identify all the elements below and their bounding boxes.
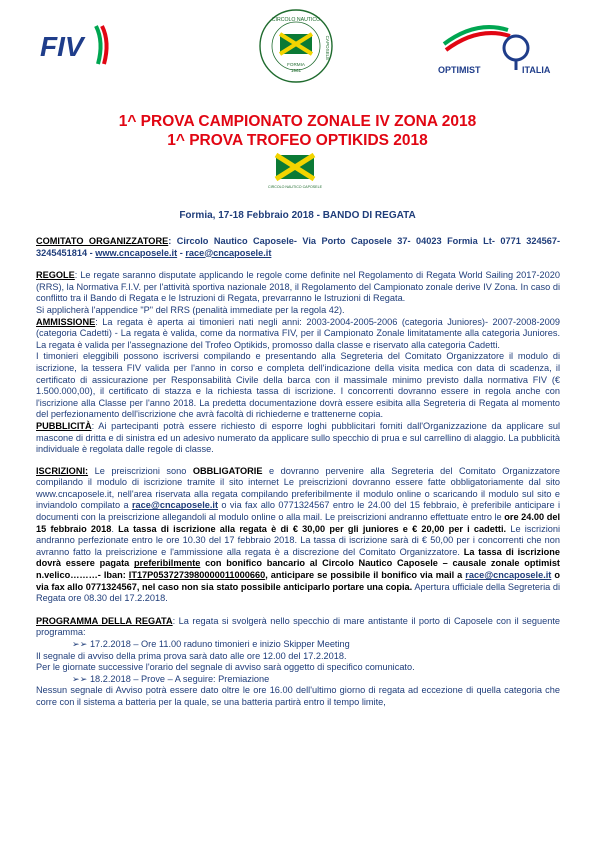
payment-text-3: , anticipare se possibile il bonifico via mail a [265, 570, 466, 581]
programma-text: : La regata si svolgerà nello specchio di mare antistante il porto di Caposele con il seguente programma: [36, 615, 560, 638]
regole-appendix-line: Si applicherà l'appendice "P" del RRS (penalità immediate per la regola 42). [36, 304, 345, 315]
comitato-sep: - [177, 247, 186, 258]
iscrizioni-paragraph [36, 466, 560, 605]
payment-text-1: La tassa di iscrizione dovrà essere pagata [36, 546, 560, 569]
entry-fee-text: La tassa di iscrizione alla regata è di € 30,00 per gli juniores e € 20,00 per i cadetti. [118, 523, 507, 534]
payment-preferably: preferibilmente [134, 558, 201, 569]
ammissione-text: : La regata è aperta ai timonieri nati negli anni: 2003-2004-2005-2006 (categoria Juniores)- 2007-2008-2009 (categoria Cadetti) - La regata è valida, come da normativa FIV, per il Campionato Zonale limitatamente alla categoria Juniores. La regata è valida per l'assegnazione del Trofeo Optikids, promosso dalla classe e riservato alla categoria Cadetti. [36, 316, 560, 350]
preiscrizione-deadline: ore 24.00 del 15 febbraio 2018 [36, 512, 561, 534]
website-link[interactable]: www.cncaposele.it [95, 247, 178, 258]
programma-paragraph [36, 616, 560, 639]
document-body [36, 236, 560, 709]
regole-paragraph [36, 270, 560, 305]
iscrizioni-text-3: o via fax allo 0771324567 entro le 24.00 del 15 febbraio, è preferibile anticipare i documenti con la preiscrizione allegandoli al modulo online o alla mail. Le preiscrizioni andranno effettuate entro le [36, 500, 560, 523]
iban-value: IT17P0537273980000011000660 [128, 570, 266, 581]
programma-line-3: Nessun segnale di Avviso potrà essere dato oltre le ore 16.00 dell'ultimo giorno di regata ad eccezione di quella categoria che corre con il sistema a batteria per la quale, se una batteria partirà entro il tempo limite, [36, 685, 560, 707]
ammissione-paragraph [36, 317, 560, 352]
payment-text-2: con bonifico bancario al Circolo Nautico Caposele – causale zonale optimist n.velico………- Iban: [36, 558, 560, 581]
optimist-italia-logo [436, 18, 551, 76]
title-line-2: 1^ PROVA TROFEO OPTIKIDS 2018 [167, 132, 428, 149]
programma-line-2: Per le giornate successive l'orario del segnale di avviso sarà oggetto di specifico comunicato. [36, 662, 415, 673]
regole-text: : Le regate saranno disputate applicando le regole come definite nel Regolamento di Regata World Sailing 2017-2020 (RRS), la Normativa F.I.V. per l'attività sportiva nazionale 2018, il Regolamento del Campionato zonale derive IV Zona. In caso di conflitto tra il Bando di Regata e le Istruzioni di Regata, prevarranno le Istruzioni di Regata. [36, 270, 560, 304]
race-email-link-2[interactable]: race@cncaposele.it [465, 570, 552, 581]
programma-line-1: Il segnale di avviso della prima prova sarà dato alle ore 12.00 del 17.2.2018. [36, 650, 347, 661]
programma-label: PROGRAMMA DELLA REGATA [36, 615, 173, 626]
club-logo-side-text: CAPOSELE [325, 35, 330, 61]
comitato-paragraph [36, 236, 560, 259]
race-email-link-1[interactable]: race@cncaposele.it [131, 500, 219, 511]
club-logo-city-text: FORMIA [287, 62, 305, 67]
email-link[interactable]: race@cncaposele.it [185, 247, 272, 258]
pubblicita-label: PUBBLICITÀ [36, 420, 92, 431]
comitato-label: COMITATO ORGANIZZATORE [36, 236, 169, 246]
iscrizioni-text-6: Apertura ufficiale della Segreteria di Regata ore 08.30 del 17.2.2018. [36, 581, 560, 604]
iscrizioni-text-2: e dovranno pervenire alla Segreteria del Comitato Organizzatore compilando il modulo di iscrizione tramite il sito internet Le preiscrizioni dovranno essere fatte obbligatoriamente dal sito www.cncaposele.it, nell'area riservata alla regata compilando preferibilmente il modulo online o scaricando il modulo sul sito e inviandolo compilato a [36, 465, 560, 511]
optimist-logo-right-text: ITALIA [522, 65, 551, 75]
pubblicita-paragraph [36, 421, 560, 456]
iscrizioni-label: ISCRIZIONI: [36, 465, 89, 476]
ammissione-label: AMMISSIONE [36, 316, 96, 327]
regole-label: REGOLE [36, 270, 75, 281]
fiv-logo [38, 20, 118, 68]
iscrizioni-text-5: Le iscrizioni andranno perfezionate entro le ore 10.30 del 17 febbraio 2018. La tassa di iscrizione sarà di € 50,00 per i concorrenti che non avranno fatto la preiscrizione e l'ammissione alla regata è a discrezione del Comitato Organizzatore. [36, 523, 560, 557]
fiv-logo-text: FIV [40, 31, 84, 62]
optikids-logo-text: CIRCOLO NAUTICO CAPOSELE [268, 185, 322, 189]
programma-item-day1: ➢➢ 17.2.2018 – Ore 11.00 raduno timonieri e inizio Skipper Meeting [72, 639, 350, 649]
club-logo-year-text: 1961 [290, 68, 302, 73]
obbligatorie-text: OBBLIGATORIE [192, 465, 263, 476]
programma-item-day2: ➢➢ 18.2.2018 – Prove – A seguire: Premiazione [72, 673, 270, 684]
title-line-1: 1^ PROVA CAMPIONATO ZONALE IV ZONA 2018 [118, 113, 477, 130]
comitato-text: : Circolo Nautico Caposele- Via Porto Caposele 37- 04023 Formia Lt- 0771 324567- 3245451814 - [36, 236, 560, 258]
document-title-block [0, 112, 595, 150]
event-date-line: Formia, 17-18 Febbraio 2018 - BANDO DI REGATA [179, 210, 416, 221]
ammissione-requirements-paragraph: I timonieri eleggibili possono iscriversi compilando e presentando alla Segreteria del Comitato Organizzatore il modulo di iscrizione, la tessera FIV valida per l'anno in corso e completa dell'indicazione della visita medica con data di scadenza, il certificato di assicurazione per Responsabilità Civile della barca con il massimale minimo previsto dalla normativa FIV (€ 1.500.000,00), il certificato di stazza e la richiesta tassa di iscrizione. I concorrenti dovranno essere in regola anche con l'iscrizione alla Classe per l'anno 2018. La predetta documentazione dovrà essere esibita alla Segreteria di Regata al momento del perfezionamento dell'iscrizione che avrà facoltà di richiederne e trattenerne copia. [36, 351, 560, 420]
iscrizioni-text-4: . [111, 523, 119, 534]
optimist-logo-left-text: OPTIMIST [438, 65, 481, 75]
club-burgee-logo [256, 8, 336, 86]
payment-text-4: o via fax allo 0771324567, nel caso non sia stato possibile anticiparlo portare una copia. [36, 570, 560, 592]
iscrizioni-text-1: Le preiscrizioni sono [88, 465, 193, 476]
optikids-burgee-logo [268, 153, 322, 191]
club-logo-top-text: CIRCOLO NAUTICO [271, 17, 321, 23]
pubblicita-text: : Ai partecipanti potrà essere richiesto di esporre loghi pubblicitari forniti dall'Organizzazione da applicare sul mascone di dritta e di sinistra ed un adesivo numerato da applicare sullo specchio di prua e sul carrellino di alaggio. La pubblicità individuale è regolata dalle regole di classe. [36, 420, 560, 455]
